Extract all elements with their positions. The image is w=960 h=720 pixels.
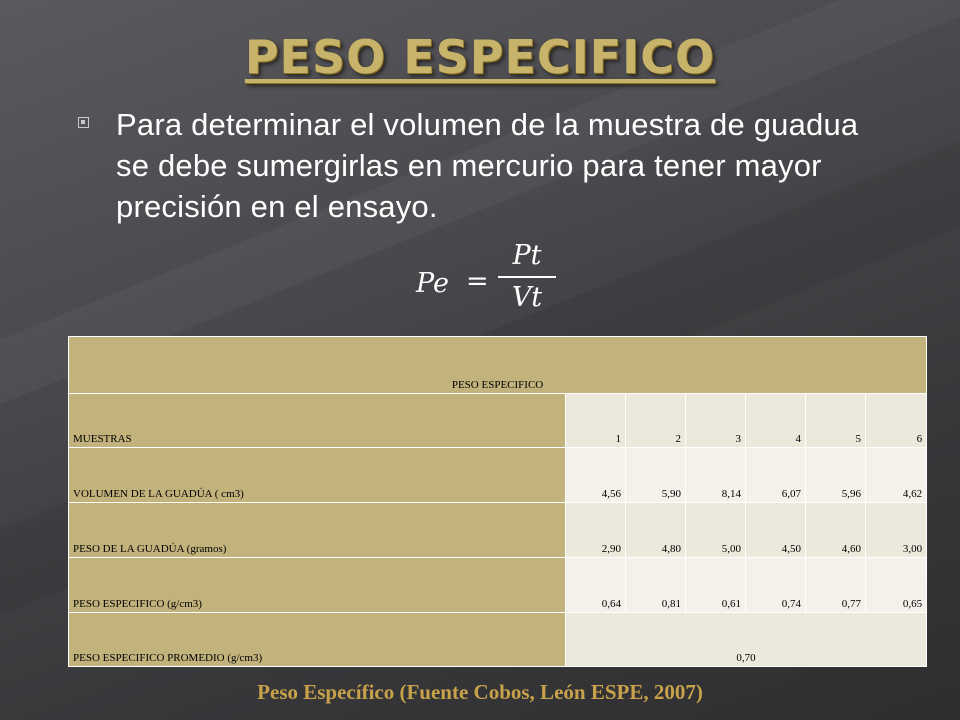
square-bullet-icon [78, 117, 89, 128]
table-row [69, 558, 927, 613]
bullet-paragraph [78, 104, 878, 227]
table-cell: 4,80 [626, 503, 686, 558]
table-cell: 0,74 [746, 558, 806, 613]
table-cell: 8,14 [686, 448, 746, 503]
table-cell: 4,50 [746, 503, 806, 558]
row-label: MUESTRAS [69, 394, 566, 448]
specific-weight-table [68, 336, 927, 667]
fraction-bar [498, 276, 556, 278]
table-header: PESO ESPECIFICO [69, 337, 927, 394]
table-cell: 5,00 [686, 503, 746, 558]
table-cell: 5,96 [806, 448, 866, 503]
table-cell: 0,81 [626, 558, 686, 613]
row-label: PESO ESPECIFICO (g/cm3) [69, 558, 566, 613]
table-cell: 0,65 [866, 558, 927, 613]
row-label: VOLUMEN DE LA GUADÚA ( cm3) [69, 448, 566, 503]
table-row-average [69, 613, 927, 667]
table-cell: 4,62 [866, 448, 927, 503]
table-cell: 4 [746, 394, 806, 448]
table-header-row [69, 337, 927, 394]
average-value: 0,70 [566, 613, 927, 667]
table-row [69, 394, 927, 448]
table-cell: 0,77 [806, 558, 866, 613]
row-label: PESO DE LA GUADÚA (gramos) [69, 503, 566, 558]
source-caption: Peso Específico (Fuente Cobos, León ESPE, 2007) [257, 680, 703, 704]
table-cell: 5 [806, 394, 866, 448]
table-cell: 5,90 [626, 448, 686, 503]
formula-denominator: Vt [511, 282, 543, 313]
table-cell: 3,00 [866, 503, 927, 558]
bullet-text: Para determinar el volumen de la muestra de guadua se debe sumergirlas en mercurio para tener mayor precisión en el ensayo. [116, 107, 859, 224]
table-cell: 4,56 [566, 448, 626, 503]
table-cell: 0,61 [686, 558, 746, 613]
formula-fraction [498, 240, 556, 313]
table-cell: 2 [626, 394, 686, 448]
table-cell: 3 [686, 394, 746, 448]
table-cell: 6,07 [746, 448, 806, 503]
table-cell: 1 [566, 394, 626, 448]
formula-numerator: Pt [512, 240, 542, 271]
formula-lhs: Pe [416, 268, 449, 299]
table-cell: 4,60 [806, 503, 866, 558]
formula-equals: = [466, 266, 489, 297]
table-cell: 6 [866, 394, 927, 448]
table-cell: 2,90 [566, 503, 626, 558]
table-cell: 0,64 [566, 558, 626, 613]
slide-title: PESO ESPECIFICO [244, 30, 716, 84]
table-row [69, 503, 927, 558]
row-label: PESO ESPECIFICO PROMEDIO (g/cm3) [69, 613, 566, 667]
table-row [69, 448, 927, 503]
